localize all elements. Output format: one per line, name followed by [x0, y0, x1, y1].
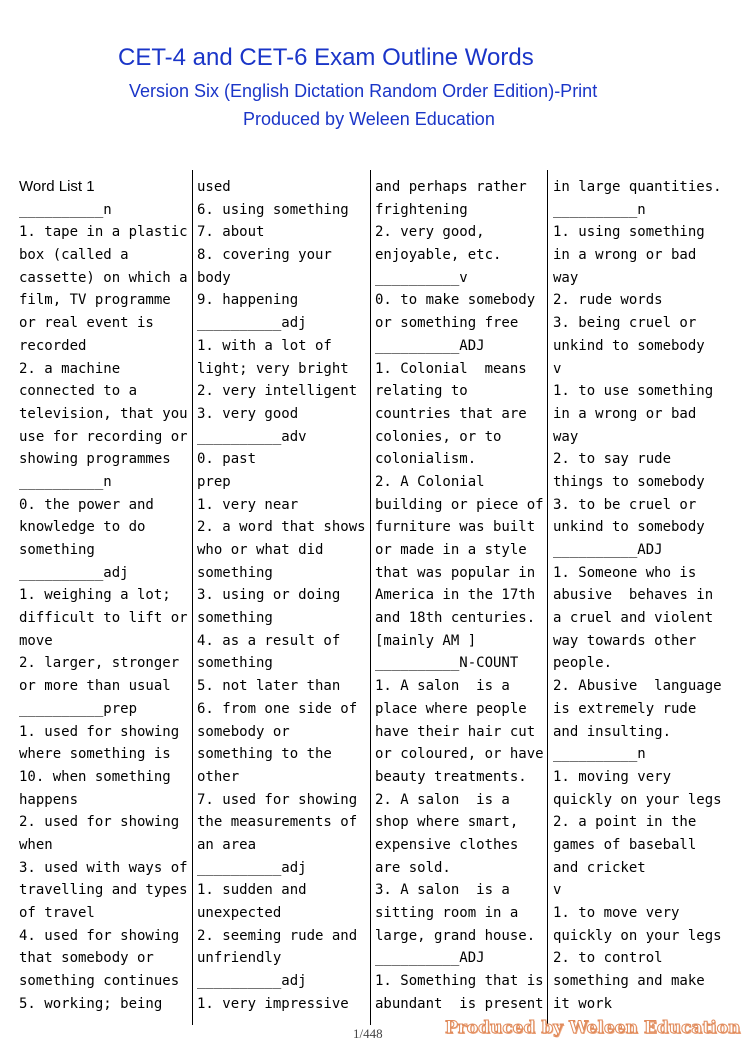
- column-line: 3. used with ways of: [19, 859, 188, 876]
- column-line: 1. Colonial means: [375, 360, 527, 377]
- column-line: an area: [197, 836, 257, 853]
- column-line: 1. to move very: [553, 905, 680, 921]
- column-line: frightening: [375, 201, 468, 218]
- column-line: __________adj: [197, 973, 307, 990]
- column-line: 3. being cruel or: [553, 315, 697, 332]
- column-line: abundant is present: [375, 995, 544, 1012]
- column-line: that somebody or: [19, 950, 154, 967]
- column-line: something continues: [19, 973, 180, 990]
- column-line: box (called a: [19, 247, 129, 264]
- column-line: light; very bright: [197, 360, 349, 377]
- column-line: 1. very near: [197, 496, 299, 513]
- column-line: v: [553, 360, 562, 377]
- column-line: 6. from one side of: [197, 700, 358, 717]
- column-line: in a wrong or bad: [553, 247, 697, 264]
- column-line: America in the 17th: [375, 587, 536, 604]
- column-line: 0. the power and: [19, 496, 154, 513]
- column-line: 2. a point in the: [553, 814, 697, 831]
- column-line: 1. using something: [553, 224, 705, 241]
- column-divider: [370, 170, 371, 1025]
- column-line: 2. very intelligent: [197, 383, 358, 400]
- column-line: abusive behaves in: [553, 587, 714, 604]
- column-line: way towards other: [553, 632, 697, 649]
- column-line: and cricket: [553, 859, 646, 876]
- column-line: 3. using or doing: [197, 587, 341, 604]
- column-line: 2. to say rude: [553, 451, 672, 468]
- column-line: __________n: [19, 201, 112, 218]
- column-line: where something is: [19, 746, 171, 763]
- column-line: __________ADJ: [375, 337, 485, 354]
- column-line: __________n: [553, 201, 646, 218]
- column-line: countries that are: [375, 405, 527, 422]
- column-line: something: [197, 655, 273, 672]
- column-line: film, TV programme: [19, 292, 171, 309]
- column-line: somebody or: [197, 723, 290, 740]
- column-line: 1. used for showing: [19, 723, 180, 740]
- column-line: __________v: [375, 269, 468, 286]
- column-line: 1. Something that is: [375, 973, 544, 990]
- column-line: something: [197, 610, 273, 627]
- column-line: 2. used for showing: [19, 814, 180, 831]
- word-column-3: [375, 176, 547, 1015]
- column-line: relating to: [375, 383, 468, 400]
- column-line: unkind to somebody: [553, 337, 705, 354]
- column-line: have their hair cut: [375, 723, 536, 740]
- word-column-2: [197, 176, 369, 1015]
- column-divider: [192, 170, 193, 1025]
- column-line: unexpected: [197, 905, 282, 921]
- column-line: colonies, or to: [375, 428, 502, 445]
- column-line: 3. A salon is a: [375, 882, 510, 899]
- column-line: travelling and types: [19, 882, 188, 899]
- page-subtitle: Version Six (English Dictation Random Order Edition)-Print: [129, 81, 598, 101]
- column-line: 5. not later than: [197, 678, 341, 695]
- column-line: v: [553, 882, 562, 899]
- column-line: sitting room in a: [375, 905, 519, 921]
- column-line: in large quantities.: [553, 179, 722, 195]
- column-line: and perhaps rather: [375, 179, 527, 195]
- column-line: games of baseball: [553, 836, 697, 853]
- column-line: something to the: [197, 746, 332, 763]
- column-line: 2. rude words: [553, 292, 663, 309]
- producer-line: Produced by Weleen Education: [243, 109, 495, 129]
- column-line: 3. very good: [197, 405, 299, 422]
- column-line: 8. covering your: [197, 247, 332, 264]
- column-line: __________n: [553, 746, 646, 763]
- column-line: showing programmes: [19, 451, 171, 468]
- column-line: 2. very good,: [375, 224, 485, 241]
- word-list-heading: Word List 1: [19, 178, 95, 195]
- column-line: something: [19, 542, 95, 558]
- column-line: when: [19, 836, 53, 853]
- column-line: 1. sudden and: [197, 882, 307, 899]
- column-line: 1. weighing a lot;: [19, 587, 171, 604]
- column-line: who or what did: [197, 542, 324, 558]
- column-line: 6. using something: [197, 201, 349, 218]
- column-line: 0. to make somebody: [375, 292, 536, 309]
- column-line: quickly on your legs: [553, 927, 722, 944]
- column-line: __________adj: [19, 564, 129, 581]
- column-line: 5. working; being: [19, 995, 163, 1012]
- column-line: or coloured, or have: [375, 746, 544, 763]
- column-line: 1. moving very: [553, 768, 672, 785]
- column-line: 2. to control: [553, 950, 663, 967]
- column-line: 1. A salon is a: [375, 678, 510, 695]
- column-line: connected to a: [19, 383, 138, 400]
- column-line: move: [19, 632, 53, 649]
- column-line: cassette) on which a: [19, 269, 188, 286]
- watermark-text: Produced by Weleen Education: [445, 1018, 741, 1038]
- column-line: other: [197, 768, 240, 785]
- column-line: and 18th centuries.: [375, 610, 536, 627]
- column-line: of travel: [19, 905, 95, 921]
- column-line: unfriendly: [197, 950, 282, 967]
- column-line: that was popular in: [375, 564, 536, 581]
- column-line: [mainly AM ]: [375, 632, 477, 649]
- column-line: television, that you: [19, 405, 188, 422]
- column-line: 4. as a result of: [197, 632, 341, 649]
- column-line: __________ADJ: [375, 950, 485, 967]
- column-line: __________adj: [197, 315, 307, 332]
- column-line: unkind to somebody: [553, 519, 705, 536]
- column-line: are sold.: [375, 859, 451, 876]
- column-line: and insulting.: [553, 723, 672, 740]
- column-line: __________ADJ: [553, 542, 663, 558]
- column-line: or made in a style: [375, 542, 527, 558]
- column-line: 1. with a lot of: [197, 337, 332, 354]
- column-line: 2. seeming rude and: [197, 927, 358, 944]
- column-line: 4. used for showing: [19, 927, 180, 944]
- column-line: 0. past: [197, 451, 257, 468]
- column-line: recorded: [19, 337, 87, 354]
- column-line: a cruel and violent: [553, 610, 714, 627]
- column-line: 2. a word that shows: [197, 519, 366, 536]
- column-line: in a wrong or bad: [553, 405, 697, 422]
- column-line: 2. larger, stronger: [19, 655, 180, 672]
- column-line: 1. Someone who is: [553, 564, 697, 581]
- column-line: 1. tape in a plastic: [19, 224, 188, 241]
- column-line: is extremely rude: [553, 700, 697, 717]
- column-line: people.: [553, 655, 613, 672]
- column-line: 9. happening: [197, 292, 299, 309]
- column-line: used: [197, 179, 231, 195]
- column-line: 7. used for showing: [197, 791, 358, 808]
- column-line: 2. Abusive language: [553, 678, 722, 695]
- column-line: something: [197, 564, 273, 581]
- column-line: or real event is: [19, 315, 154, 332]
- column-line: or something free: [375, 315, 519, 332]
- column-line: use for recording or: [19, 428, 188, 445]
- column-line: way: [553, 269, 579, 286]
- column-line: furniture was built: [375, 519, 536, 536]
- column-line: quickly on your legs: [553, 791, 722, 808]
- column-line: body: [197, 269, 231, 286]
- column-line: __________adj: [197, 859, 307, 876]
- column-line: 1. very impressive: [197, 995, 349, 1012]
- column-line: knowledge to do: [19, 519, 146, 536]
- column-line: or more than usual: [19, 678, 171, 695]
- column-line: 1. to use something: [553, 383, 714, 400]
- column-line: place where people: [375, 700, 527, 717]
- column-line: the measurements of: [197, 814, 358, 831]
- column-line: expensive clothes: [375, 836, 519, 853]
- column-line: it work: [553, 995, 613, 1012]
- column-line: enjoyable, etc.: [375, 247, 502, 264]
- column-line: colonialism.: [375, 451, 477, 468]
- column-line: 3. to be cruel or: [553, 496, 697, 513]
- column-line: large, grand house.: [375, 927, 536, 944]
- column-line: way: [553, 428, 579, 445]
- column-line: difficult to lift or: [19, 610, 188, 627]
- column-line: 7. about: [197, 224, 265, 241]
- column-line: 10. when something: [19, 768, 171, 785]
- column-line: happens: [19, 791, 79, 808]
- column-line: __________N-COUNT: [375, 655, 519, 672]
- column-line: __________adv: [197, 428, 307, 445]
- column-line: something and make: [553, 973, 705, 990]
- column-line: shop where smart,: [375, 814, 519, 831]
- column-line: __________n: [19, 473, 112, 490]
- page-number: 1/448: [353, 1026, 383, 1041]
- column-line: building or piece of: [375, 496, 544, 513]
- column-line: beauty treatments.: [375, 768, 527, 785]
- column-divider: [547, 170, 548, 1025]
- column-line: things to somebody: [553, 473, 705, 490]
- column-line: 2. A salon is a: [375, 791, 510, 808]
- column-line: 2. A Colonial: [375, 473, 485, 490]
- word-column-1: [19, 176, 191, 1015]
- column-line: prep: [197, 473, 231, 490]
- column-line: 2. a machine: [19, 360, 121, 377]
- column-line: __________prep: [19, 700, 138, 717]
- page-title: CET-4 and CET-6 Exam Outline Words: [118, 44, 534, 71]
- word-column-4: [553, 176, 725, 1015]
